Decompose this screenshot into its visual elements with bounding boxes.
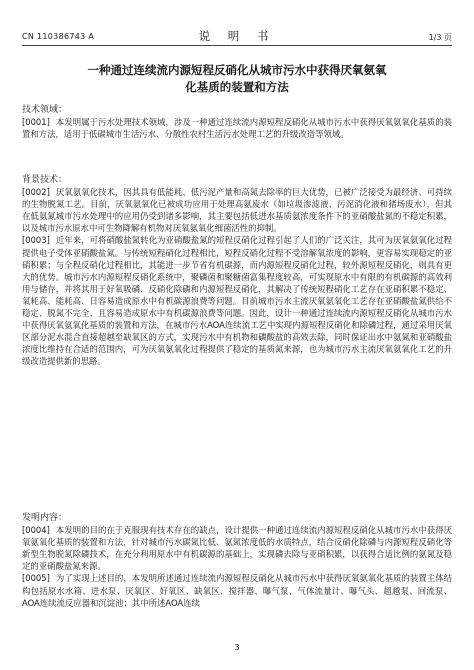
summary-block xyxy=(22,512,452,609)
paragraph-number: [0002] xyxy=(22,187,50,198)
publication-number: CN 110386743 A xyxy=(22,32,95,41)
paragraph-number: [0003] xyxy=(22,235,50,246)
page-fraction: 1/3 页 xyxy=(428,33,452,42)
paragraph-text: 厌氧氨氧化技术，因其具有低能耗、低污泥产量和高氮去除率的巨大优势，已被广泛接受为最经济、可持续的生物脱氮工艺。目前，厌氧氨氧化已被成功应用于处理高氨废水（如垃圾渗滤液、污泥消化液和猪场废水），但其在低氨氮城市污水处理中的应用仍受到诸多影响，其主要包括低进水基质氨浓度条件下的亚硝酸盐氮的不稳定积累，以及城市污水原水中可生物降解有机物对厌氧氨氧化细菌活性的抑制。 xyxy=(22,187,452,234)
paragraph xyxy=(22,116,452,140)
header-rule xyxy=(22,45,452,46)
paragraph xyxy=(22,234,452,367)
page-header xyxy=(0,0,474,46)
paragraph-number: [0001] xyxy=(22,117,50,128)
background-block xyxy=(22,174,452,368)
paragraph xyxy=(22,186,452,234)
section-heading-summary: 发明内容： xyxy=(22,513,68,523)
invention-title-line-2: 化基质的装置和方法 xyxy=(185,80,289,94)
paragraph-text: 为了实现上述目的，本发明所述通过连续流内源短程反硝化从城市污水中获得厌氧氨氧化基质的装置主体结构包括原水水箱、进水泵、厌氧区、好氧区、缺氧区、搅拌器、曝气泵、气体流量计、曝气头、超越泵、回流泵、AOA连续流反应器和沉淀池；其中所述AOA连续 xyxy=(22,573,452,608)
paragraph-text: 本发明的目的在于克服现有技术存在的缺点，设计提供一种通过连续流内源短程反硝化从城市污水中获得厌氧氨氧化基质的装置和方法，针对城市污水碳氮比低、氨氮浓度低的水质特点，结合反硝化除磷与内源短程反硝化等新型生物脱氮除磷技术，在充分利用原水中有机碳源的基础上，实现磷去除与亚硝积累，以获得合适比例的氨氮及稳定的亚硝酸盐氮来源。 xyxy=(22,525,452,572)
document-type-title: 说 明 书 xyxy=(198,29,276,43)
paragraph xyxy=(22,524,452,572)
invention-title xyxy=(30,62,444,96)
section-heading-background: 背景技术： xyxy=(22,175,68,185)
invention-title-line-1: 一种通过连续流内源短程反硝化从城市污水中获得厌氧氨氧 xyxy=(87,63,387,77)
paragraph-number: [0005] xyxy=(22,573,50,584)
paragraph-text: 近年来，可将硝酸盐氮转化为亚硝酸盐氮的短程反硝化过程引起了人们的广泛关注，其可为厌氧氨氧化过程提供电子受体亚硝酸盐氮。与传统短程硝化过程相比，短程反硝化过程不受溶解氧浓度的影响，更容易实现稳定的亚硝积累；与全程反硝化过程相比，其能进一步节省有机碳源，而内源短程反硝化过程，较外源短程反硝化，则具有更大的优势。城市污水内源短程反硝化系统中，聚磷菌和聚糖菌富集程度较高，可实现原水中有限的有机碳源的高效利用与储存，并将其用于好氧吸磷、反硝化除磷和内源短程反硝化，其解决了传统短程硝化工艺存在亚硝积累不稳定、氧耗高、能耗高、日容易造成原水中有机碳源浪费等问题。目前城市污水主流厌氧氨氧化工艺存在亚硝酸盐氮供给不稳定、脱氮不完全、且容易造成原水中有机碳源浪费等问题。因此，设计一种通过连续流内源短程反硝化从城市污水中获得厌氧氨氧化基质的装置和方法，在城市污水AOA连续流工艺中实现内源短程反硝化和除磷过程，通过采用厌氧区部分泥水混合直接超越至缺氧区的方式，实现污水中有机物和磷酸盐的高效去除，同时保证出水中氨氮和亚硝酸盐浓度比维持在合适的范围内，可为厌氧氨氧化过程提供了稳定的基质氮来源，也为城市污水主流厌氧氨氧化工艺的升级改造提供新的思路。 xyxy=(22,235,452,367)
section-heading-tech-field: 技术领域： xyxy=(22,105,68,115)
paragraph-text: 本发明属于污水处理技术领域，涉及一种通过连续流内源短程反硝化从城市污水中获得厌氧氨氧化基质的装置和方法，适用于低碳城市生活污水、分散性农村生活污水处理工艺的升级改造等领域。 xyxy=(22,117,452,140)
page-number: 3 xyxy=(234,643,240,652)
paragraph-number: [0004] xyxy=(22,525,50,536)
tech-field-block xyxy=(22,104,452,140)
paragraph xyxy=(22,572,452,608)
